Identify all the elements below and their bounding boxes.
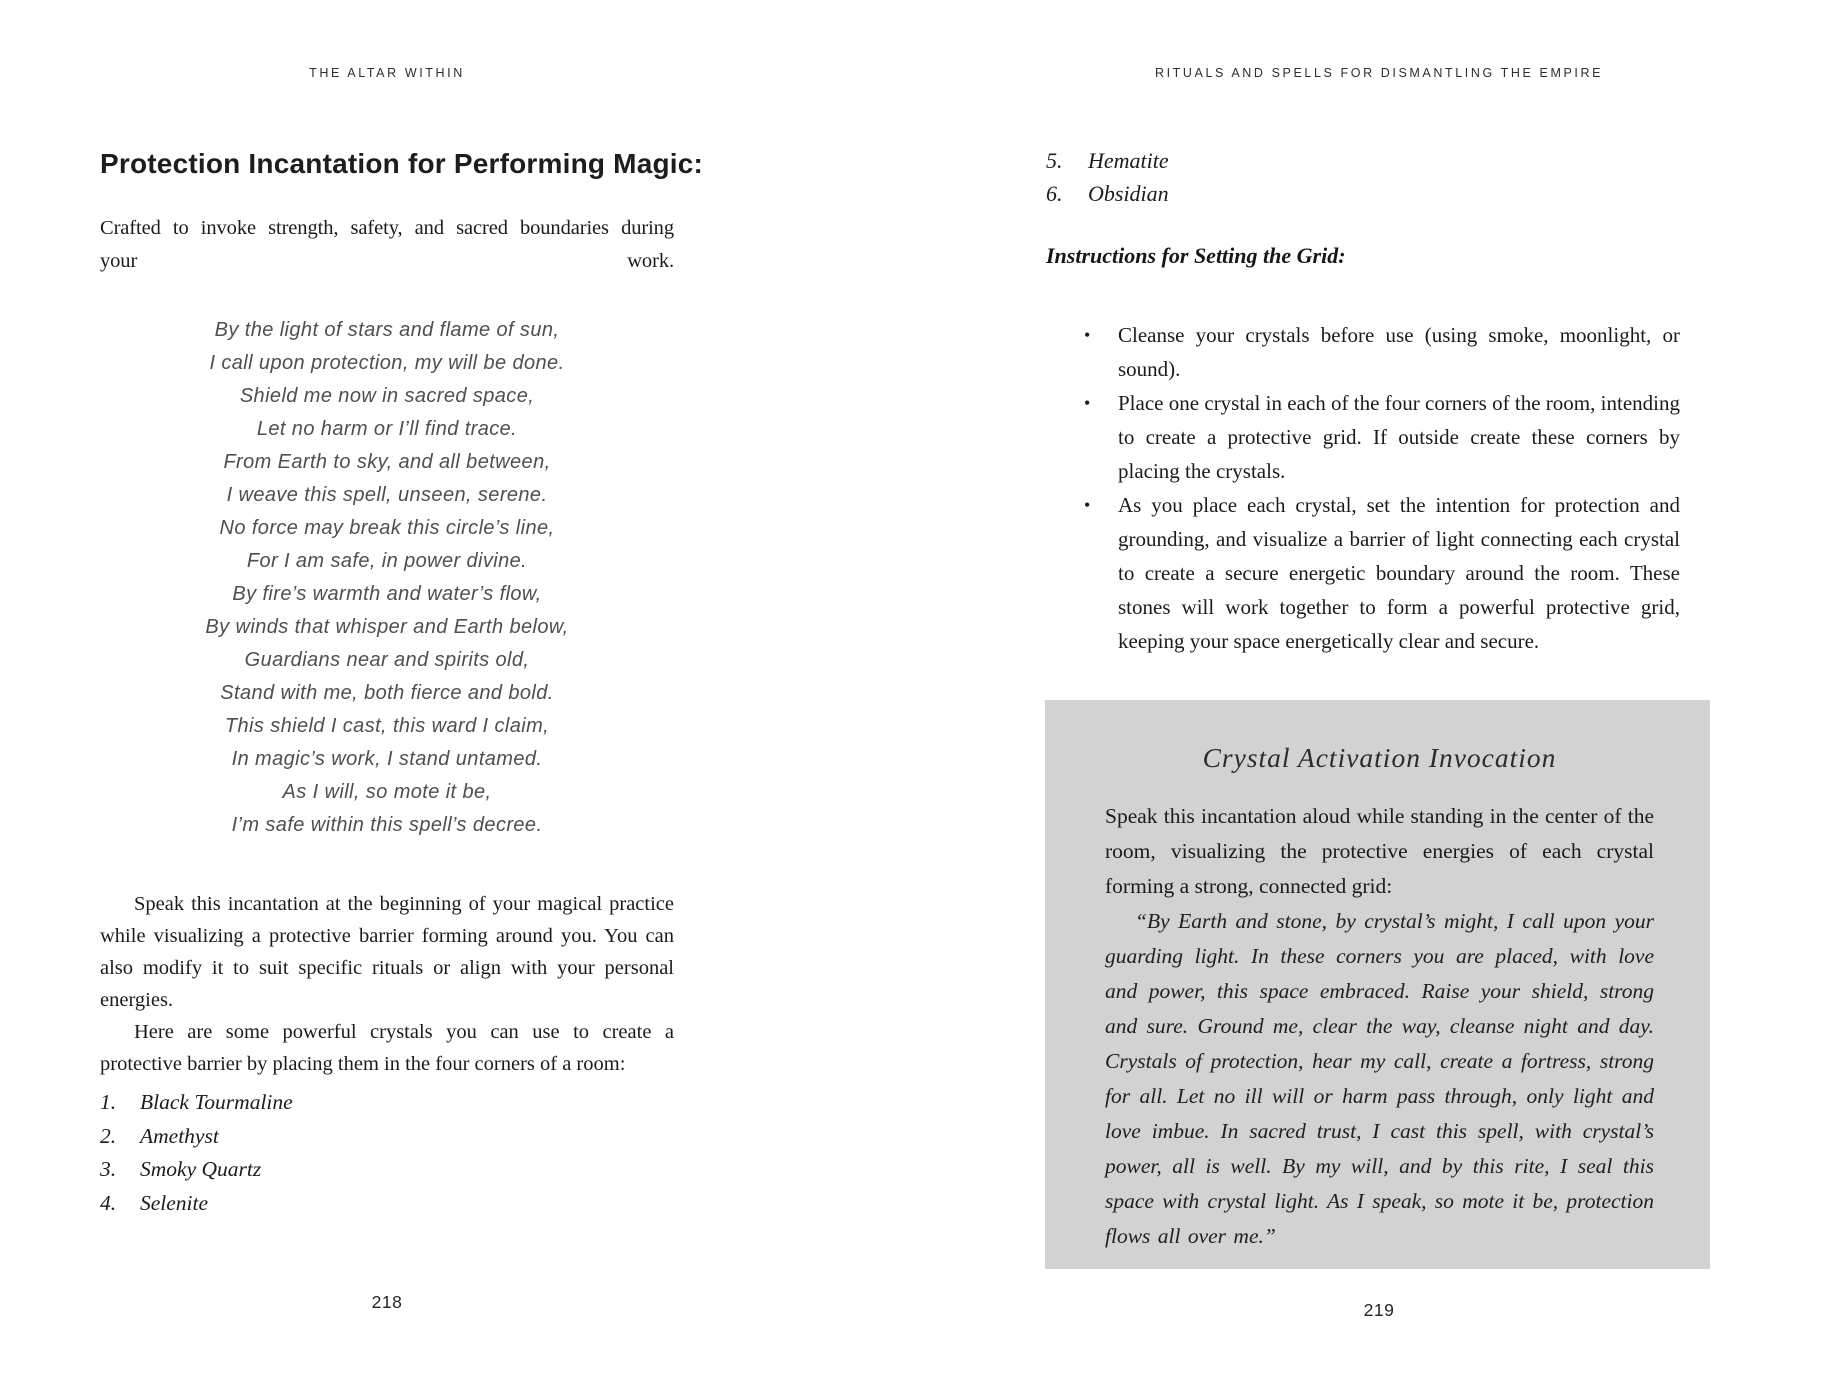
bullet-item <box>1084 386 1680 488</box>
item-text: Hematite <box>1088 148 1169 173</box>
poem-line: By fire’s warmth and water’s flow, <box>232 583 542 605</box>
poem-line: Guardians near and spirits old, <box>244 649 530 671</box>
body-paragraphs <box>100 888 674 1080</box>
item-text: Black Tourmaline <box>140 1090 293 1114</box>
poem-line: No force may break this circle’s line, <box>219 517 555 539</box>
section-heading: Instructions for Setting the Grid: <box>1046 243 1346 268</box>
poem-line: This shield I cast, this ward I claim, <box>224 715 550 737</box>
poem-line: In magic’s work, I stand untamed. <box>231 748 543 770</box>
bullet-marker: • <box>1084 325 1091 345</box>
invocation-box-quote: “By Earth and stone, by crystal’s might, I call upon your guarding light. In these corners you are placed, with love and power, this space embraced. Raise your shield, strong and sure. Ground me, clear the way, cleanse night and day. Crystals of protection, hear my call, create a fortress, strong for all. Let no ill will or harm pass through, only light and love imbue. In sacred trust, I cast this spell, with crystal’s power, all is well. By my will, and by this rite, I seal this space with crystal light. As I speak, so mote it be, protection flows all over me.” <box>1105 909 1654 1248</box>
left-page <box>100 0 704 1396</box>
list-item <box>100 1187 674 1221</box>
poem-line: I call upon protection, my will be done. <box>209 352 565 374</box>
poem-line: Stand with me, both fierce and bold. <box>220 682 554 704</box>
bullet-marker: • <box>1084 393 1091 413</box>
poem-line: I weave this spell, unseen, serene. <box>226 484 548 506</box>
item-number: 2. <box>100 1123 117 1148</box>
poem-line: By the light of stars and flame of sun, <box>214 319 560 341</box>
poem-line: For I am safe, in power divine. <box>246 550 528 572</box>
item-number: 4. <box>100 1190 117 1215</box>
page-title: Protection Incantation for Performing Magic: <box>100 148 704 179</box>
list-item <box>100 1120 674 1154</box>
instructions-bullet-list <box>1084 318 1680 658</box>
item-number: 5. <box>1046 148 1063 173</box>
poem-line: From Earth to sky, and all between, <box>223 451 551 473</box>
item-number: 6. <box>1046 181 1063 206</box>
incantation-poem <box>100 314 674 842</box>
page-number-right: 219 <box>1363 1300 1395 1320</box>
intro-paragraph: Crafted to invoke strength, safety, and sacred boundaries during your work. <box>100 217 674 272</box>
bullet-text: As you place each crystal, set the intention for protection and grounding, and visualize a barrier of light connecting each crystal to create a secure energetic boundary around the room. These stones will work together to form a powerful protective grid, keeping your space energetically clear and secure. <box>1118 493 1680 653</box>
crystal-list <box>100 1086 674 1220</box>
item-text: Amethyst <box>140 1123 219 1148</box>
list-item <box>1046 177 1712 210</box>
invocation-box-intro: Speak this incantation aloud while standing in the center of the room, visualizing the protective energies of each crystal forming a strong, connected grid: <box>1105 804 1654 898</box>
list-item <box>100 1153 674 1187</box>
poem-line: Shield me now in sacred space, <box>239 385 535 407</box>
crystal-list-continued <box>1046 144 1712 210</box>
item-text: Obsidian <box>1088 181 1169 206</box>
page-number-left: 218 <box>371 1292 403 1312</box>
item-text: Selenite <box>140 1190 209 1215</box>
invocation-box <box>1045 700 1710 1269</box>
bullet-item <box>1084 318 1680 386</box>
paragraph-crystals-intro: Here are some powerful crystals you can use to create a protective barrier by placing them in the four corners of a room: <box>100 1021 674 1075</box>
invocation-box-title: Crystal Activation Invocation <box>1202 742 1557 773</box>
poem-line: Let no harm or I’ll find trace. <box>256 418 518 440</box>
item-number: 3. <box>100 1157 117 1181</box>
running-head-right: RITUALS AND SPELLS FOR DISMANTLING THE EMPIRE <box>1154 66 1604 80</box>
bullet-marker: • <box>1084 495 1091 515</box>
poem-line: As I will, so mote it be, <box>282 781 492 803</box>
item-text: Smoky Quartz <box>140 1157 262 1181</box>
poem-line: By winds that whisper and Earth below, <box>205 616 569 638</box>
item-number: 1. <box>100 1090 117 1114</box>
paragraph-speak-incantation: Speak this incantation at the beginning of your magical practice while visualizing a protective barrier forming around you. You can also modify it to suit specific rituals or align with your personal energies. <box>100 893 674 1011</box>
right-page <box>1046 0 1712 1396</box>
list-item <box>1046 144 1712 177</box>
bullet-item <box>1084 488 1680 658</box>
running-head-left: THE ALTAR WITHIN <box>309 66 465 80</box>
list-item <box>100 1086 674 1120</box>
bullet-text: Cleanse your crystals before use (using smoke, moonlight, or sound). <box>1118 323 1680 381</box>
bullet-text: Place one crystal in each of the four corners of the room, intending to create a protective grid. If outside create these corners by placing the crystals. <box>1118 391 1680 483</box>
poem-line: I’m safe within this spell’s decree. <box>231 814 543 836</box>
